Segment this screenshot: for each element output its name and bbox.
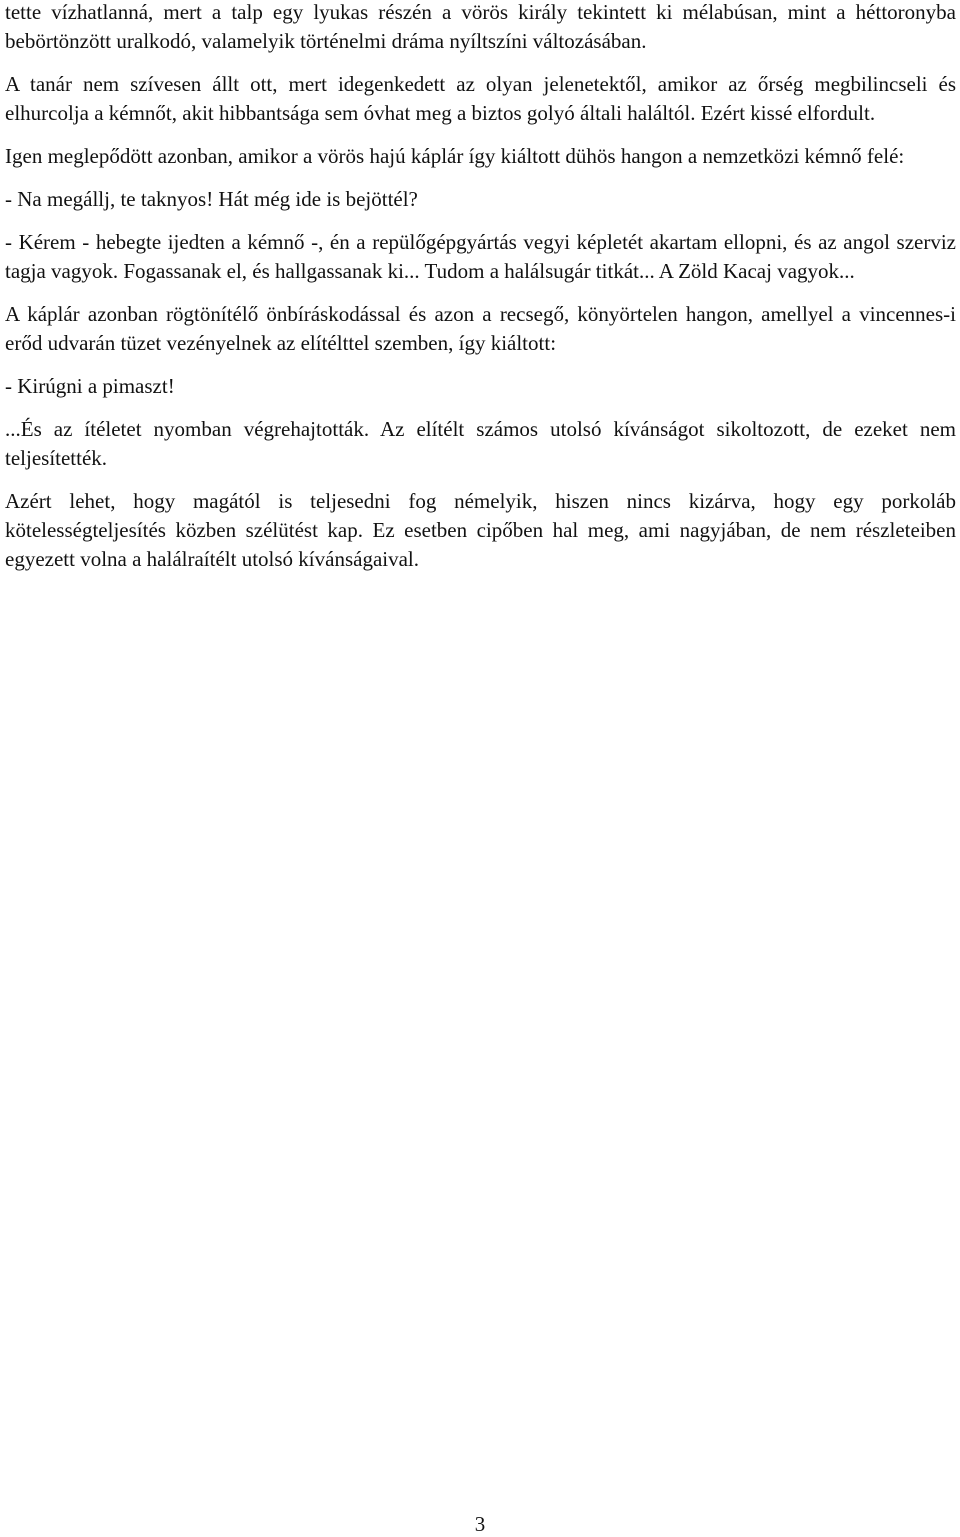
paragraph: ...És az ítéletet nyomban végrehajtották. Az elítélt számos utolsó kívánságot sikoltozott, de ezeket nem teljesítették. bbox=[5, 417, 956, 470]
dialogue-line: - Na megállj, te taknyos! Hát még ide is bejöttél? bbox=[5, 187, 418, 211]
paragraph: tette vízhatlanná, mert a talp egy lyukas részén a vörös király tekintett ki mélabúsan, mint a héttoronyba bebörtönzött uralkodó, valamelyik történelmi dráma nyíltszíni változásában. bbox=[5, 0, 956, 53]
dialogue-line: - Kérem - hebegte ijedten a kémnő -, én a repülőgépgyártás vegyi képletét akartam ellopni, és az angol szerviz tagja vagyok. Fogassanak el, és hallgassanak ki... Tudom a halálsugár titkát... A Zöld Kacaj vagyok... bbox=[5, 230, 956, 283]
paragraph: A tanár nem szívesen állt ott, mert idegenkedett az olyan jelenetektől, amikor az őrség megbilincseli és elhurcolja a kémnőt, akit hibbantsága sem óvhat meg a biztos golyó általi haláltól. Ezért kissé elfordult. bbox=[5, 72, 956, 125]
document-page bbox=[5, 0, 956, 588]
paragraph: Azért lehet, hogy magától is teljesedni fog némelyik, hiszen nincs kizárva, hogy egy porkoláb kötelességteljesítés közben szélütést kap. Ez esetben cipőben hal meg, ami nagyjában, de nem részleteiben egyezett volna a halálraítélt utolsó kívánságaival. bbox=[5, 489, 956, 571]
paragraph: A káplár azonban rögtönítélő önbíráskodással és azon a recsegő, könyörtelen hangon, amellyel a vincennes-i erőd udvarán tüzet vezényelnek az elítélttel szemben, így kiáltott: bbox=[5, 302, 956, 355]
paragraph: Igen meglepődött azonban, amikor a vörös hajú káplár így kiáltott dühös hangon a nemzetközi kémnő felé: bbox=[5, 144, 905, 168]
page-number: 3 bbox=[474, 1512, 486, 1536]
dialogue-line: - Kirúgni a pimaszt! bbox=[5, 374, 175, 398]
